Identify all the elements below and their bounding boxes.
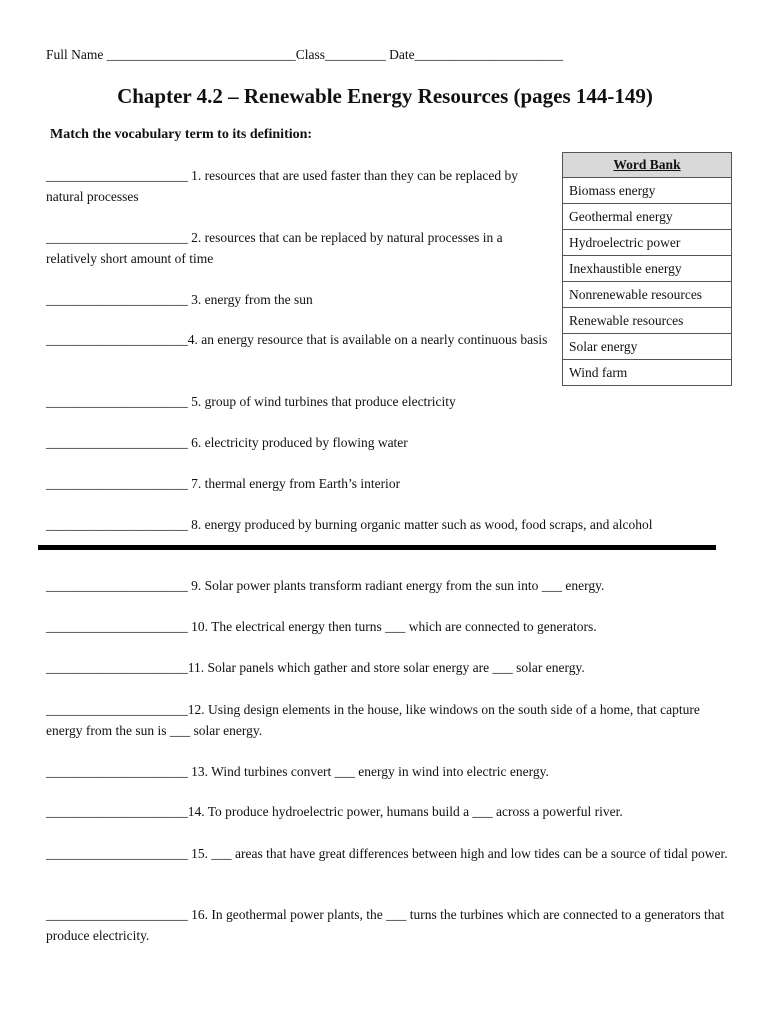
fill-in-question [46,658,746,679]
fill-in-question [46,844,736,865]
fill-in-question [46,617,746,638]
word-bank-item: Hydroelectric power [563,230,732,256]
name-class-date-line: Full Name ____________________________Class_________ Date______________________ [46,47,564,62]
fill-in-question [46,576,746,597]
fill-in-question [46,802,746,823]
answer-blank[interactable]: _____________________ [46,292,192,307]
question-text: 8. energy produced by burning organic matter such as wood, food scraps, and alcohol [191,517,653,532]
answer-blank[interactable]: _____________________ [46,394,192,409]
question-text: 16. In geothermal power plants, the ___ turns the turbines which are connected to a generators that produce electricity. [46,907,725,943]
matching-question [46,290,551,311]
question-text: 14. To produce hydroelectric power, humans build a ___ across a powerful river. [187,804,623,819]
word-bank-heading: Word Bank [563,153,732,178]
question-text: 7. thermal energy from Earth’s interior [191,476,401,491]
word-bank-item: Wind farm [563,360,732,386]
question-text: 12. Using design elements in the house, like windows on the south side of a home, that capture energy from the sun is ___ solar energy. [46,702,700,738]
word-bank-item: Solar energy [563,334,732,360]
fill-in-question [46,905,736,946]
question-text: 3. energy from the sun [191,292,313,307]
answer-blank[interactable]: _____________________ [46,702,188,717]
answer-blank[interactable]: _____________________ [46,660,188,675]
word-bank [562,152,732,386]
answer-blank[interactable]: _____________________ [46,619,192,634]
question-text: 5. group of wind turbines that produce electricity [191,394,456,409]
answer-blank[interactable]: _____________________ [46,578,192,593]
word-bank-item: Inexhaustible energy [563,256,732,282]
page-title: Chapter 4.2 – Renewable Energy Resources (pages 144-149) [117,84,653,108]
matching-question [46,392,746,413]
answer-blank[interactable]: _____________________ [46,230,192,245]
answer-blank[interactable]: _____________________ [46,168,192,183]
word-bank-item: Renewable resources [563,308,732,334]
matching-question [46,166,551,207]
answer-blank[interactable]: _____________________ [46,332,188,347]
answer-blank[interactable]: _____________________ [46,476,192,491]
matching-question [46,474,746,495]
question-text: 2. resources that can be replaced by natural processes in a relatively short amount of time [46,230,503,266]
answer-blank[interactable]: _____________________ [46,517,192,532]
question-text: 9. Solar power plants transform radiant energy from the sun into ___ energy. [191,578,605,593]
fill-in-question [46,762,746,783]
matching-question [46,330,551,351]
question-text: 1. resources that are used faster than they can be replaced by natural processes [46,168,518,204]
question-text: 6. electricity produced by flowing water [191,435,408,450]
matching-question [46,515,746,536]
question-text: 13. Wind turbines convert ___ energy in wind into electric energy. [191,764,549,779]
instructions: Match the vocabulary term to its definition: [50,127,313,142]
fill-in-question [46,700,736,741]
answer-blank[interactable]: _____________________ [46,435,192,450]
question-text: 15. ___ areas that have great differences between high and low tides can be a source of tidal power. [191,846,728,861]
answer-blank[interactable]: _____________________ [46,804,188,819]
question-text: 11. Solar panels which gather and store solar energy are ___ solar energy. [187,660,585,675]
matching-question [46,228,551,269]
word-bank-item: Biomass energy [563,178,732,204]
answer-blank[interactable]: _____________________ [46,764,192,779]
matching-question [46,433,746,454]
answer-blank[interactable]: _____________________ [46,846,192,861]
section-divider [38,545,716,550]
answer-blank[interactable]: _____________________ [46,907,192,922]
question-text: 10. The electrical energy then turns ___ which are connected to generators. [191,619,597,634]
word-bank-item: Geothermal energy [563,204,732,230]
question-text: 4. an energy resource that is available on a nearly continuous basis [187,332,548,347]
word-bank-item: Nonrenewable resources [563,282,732,308]
